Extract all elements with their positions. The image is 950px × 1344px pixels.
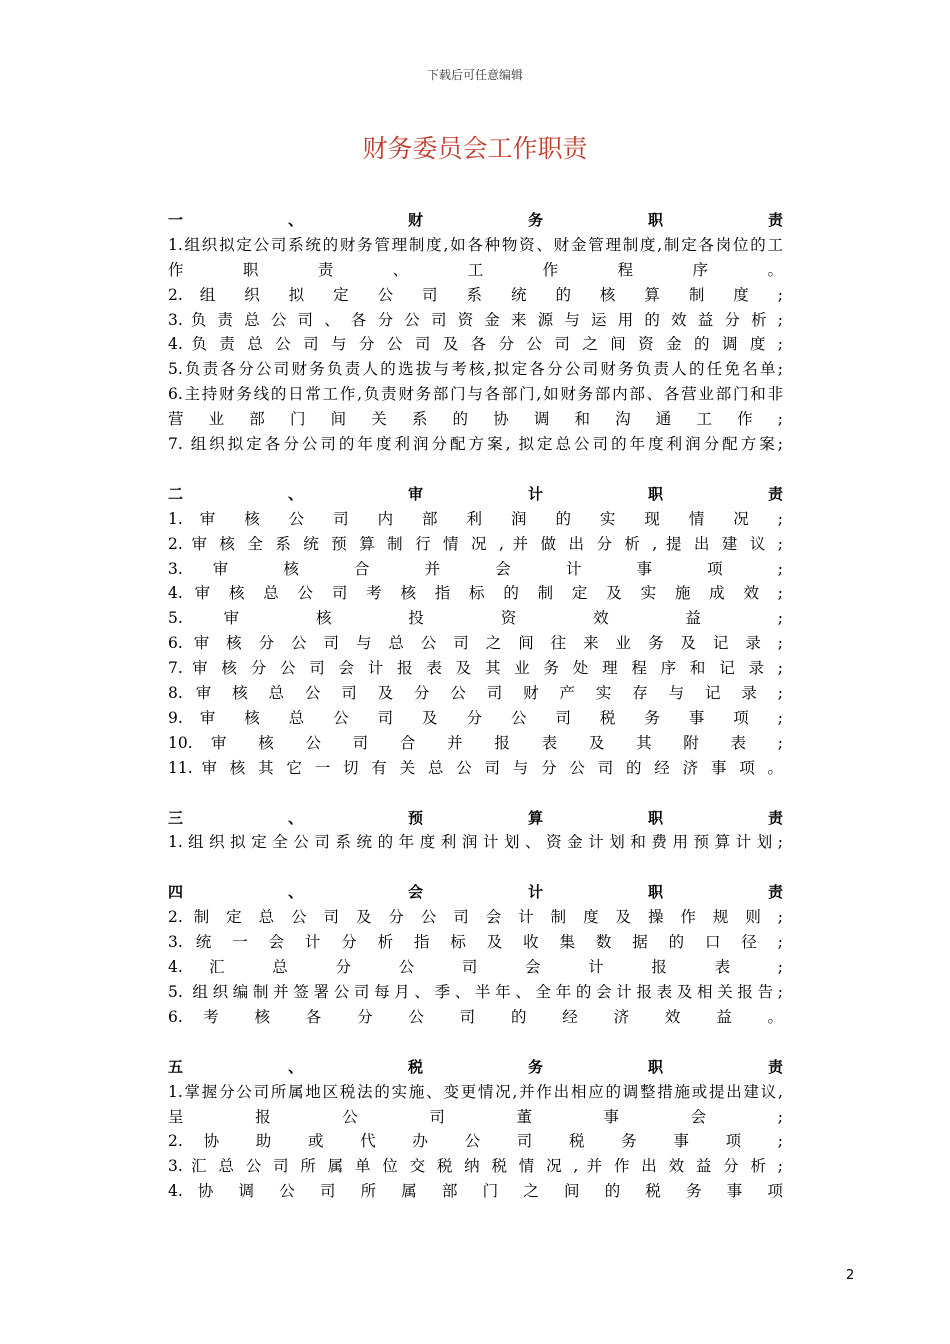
section-heading: 一 、 财 务 职 责 <box>168 211 783 229</box>
body-line: 3. 负 责 总 公 司 、 各 分 公 司 资 金 来 源 与 运 用 的 效 益 分 析 ; <box>168 310 783 329</box>
section-budget <box>168 806 783 856</box>
body-line: 10. 审 核 公 司 合 并 报 表 及 其 附 表 ; <box>168 733 783 752</box>
document-body <box>168 208 783 1204</box>
body-line: 2. 组 织 拟 定 公 司 系 统 的 核 算 制 度 ; <box>168 285 783 304</box>
body-line: 4. 汇 总 分 公 司 会 计 报 表 ; <box>168 958 783 977</box>
section-finance <box>168 208 783 457</box>
body-line: 4. 负 责 总 公 司 与 分 公 司 及 各 分 公 司 之 间 资 金 的 调 度 ; <box>168 335 783 354</box>
section-tax <box>168 1055 783 1204</box>
body-line: 1. 审 核 公 司 内 部 利 润 的 实 现 情 况 ; <box>168 509 783 528</box>
body-line: 6.主持财务线的日常工作,负责财务部门与各部门,如财务部内部、各营业部门和非 <box>168 385 783 404</box>
body-line: 11. 审 核 其 它 一 切 有 关 总 公 司 与 分 公 司 的 经 济 事 项 。 <box>168 758 783 777</box>
page-number: 2 <box>846 1268 855 1283</box>
body-line: 5. 审 核 投 资 效 益 ; <box>168 609 783 628</box>
body-line: 1.掌握分公司所属地区税法的实施、变更情况,并作出相应的调整措施或提出建议, <box>168 1082 783 1101</box>
section-heading: 二 、 审 计 职 责 <box>168 484 783 503</box>
body-line: 1.组织拟定公司系统的财务管理制度,如各种物资、财金管理制度,制定各岗位的工 <box>168 235 783 254</box>
body-line: 呈 报 公 司 董 事 会 ; <box>168 1107 783 1126</box>
body-line: 2. 制 定 总 公 司 及 分 公 司 会 计 制 度 及 操 作 规 则 ; <box>168 908 783 927</box>
page-header-note: 下载后可任意编辑 <box>426 68 523 82</box>
body-line: 2. 协 助 或 代 办 公 司 税 务 事 项 ; <box>168 1132 783 1151</box>
body-line: 4. 协 调 公 司 所 属 部 门 之 间 的 税 务 事 项 <box>168 1182 783 1201</box>
document-title: 财务委员会工作职责 <box>362 134 588 163</box>
body-line: 7. 审 核 分 公 司 会 计 报 表 及 其 业 务 处 理 程 序 和 记 录 ; <box>168 659 783 678</box>
body-line: 6. 考 核 各 分 公 司 的 经 济 效 益 。 <box>168 1007 783 1026</box>
body-line: 4. 审 核 总 公 司 考 核 指 标 的 制 定 及 实 施 成 效 ; <box>168 584 783 603</box>
body-line: 作 职 责 、 工 作 程 序 。 <box>168 260 783 279</box>
section-heading: 三 、 预 算 职 责 <box>168 808 783 827</box>
section-heading: 四 、 会 计 职 责 <box>168 883 783 902</box>
body-line: 6. 审 核 分 公 司 与 总 公 司 之 间 往 来 业 务 及 记 录 ; <box>168 634 783 653</box>
body-line: 3. 审 核 合 并 会 计 事 项 ; <box>168 559 783 578</box>
section-heading: 五 、 税 务 职 责 <box>168 1057 783 1076</box>
body-line: 3. 统 一 会 计 分 析 指 标 及 收 集 数 据 的 口 径 ; <box>168 933 783 952</box>
body-line: 1. 组 织 拟 定 全 公 司 系 统 的 年 度 利 润 计 划 、 资 金 计 划 和 费 用 预 算 计 划 ; <box>168 833 783 852</box>
body-line: 2. 审 核 全 系 统 预 算 制 行 情 况 , 并 做 出 分 析 , 提 出 建 议 ; <box>168 534 783 553</box>
section-accounting <box>168 880 783 1029</box>
section-audit <box>168 482 783 781</box>
body-line: 8. 审 核 总 公 司 及 分 公 司 财 产 实 存 与 记 录 ; <box>168 684 783 703</box>
body-line: 营 业 部 门 间 关 系 的 协 调 和 沟 通 工 作 ; <box>168 410 783 429</box>
body-line: 5.负责各分公司财务负责人的选拔与考核,拟定各分公司财务负责人的任免名单; <box>168 360 783 379</box>
body-line: 9. 审 核 总 公 司 及 分 公 司 税 务 事 项 ; <box>168 708 783 727</box>
body-line: 3. 汇 总 公 司 所 属 单 位 交 税 纳 税 情 况 , 并 作 出 效 益 分 析 ; <box>168 1157 783 1176</box>
body-line: 5. 组织编制并签署公司每月、季、半年、全年的会计报表及相关报告; <box>168 982 783 1001</box>
body-line: 7. 组织拟定各分公司的年度利润分配方案, 拟定总公司的年度利润分配方案; <box>168 435 783 454</box>
